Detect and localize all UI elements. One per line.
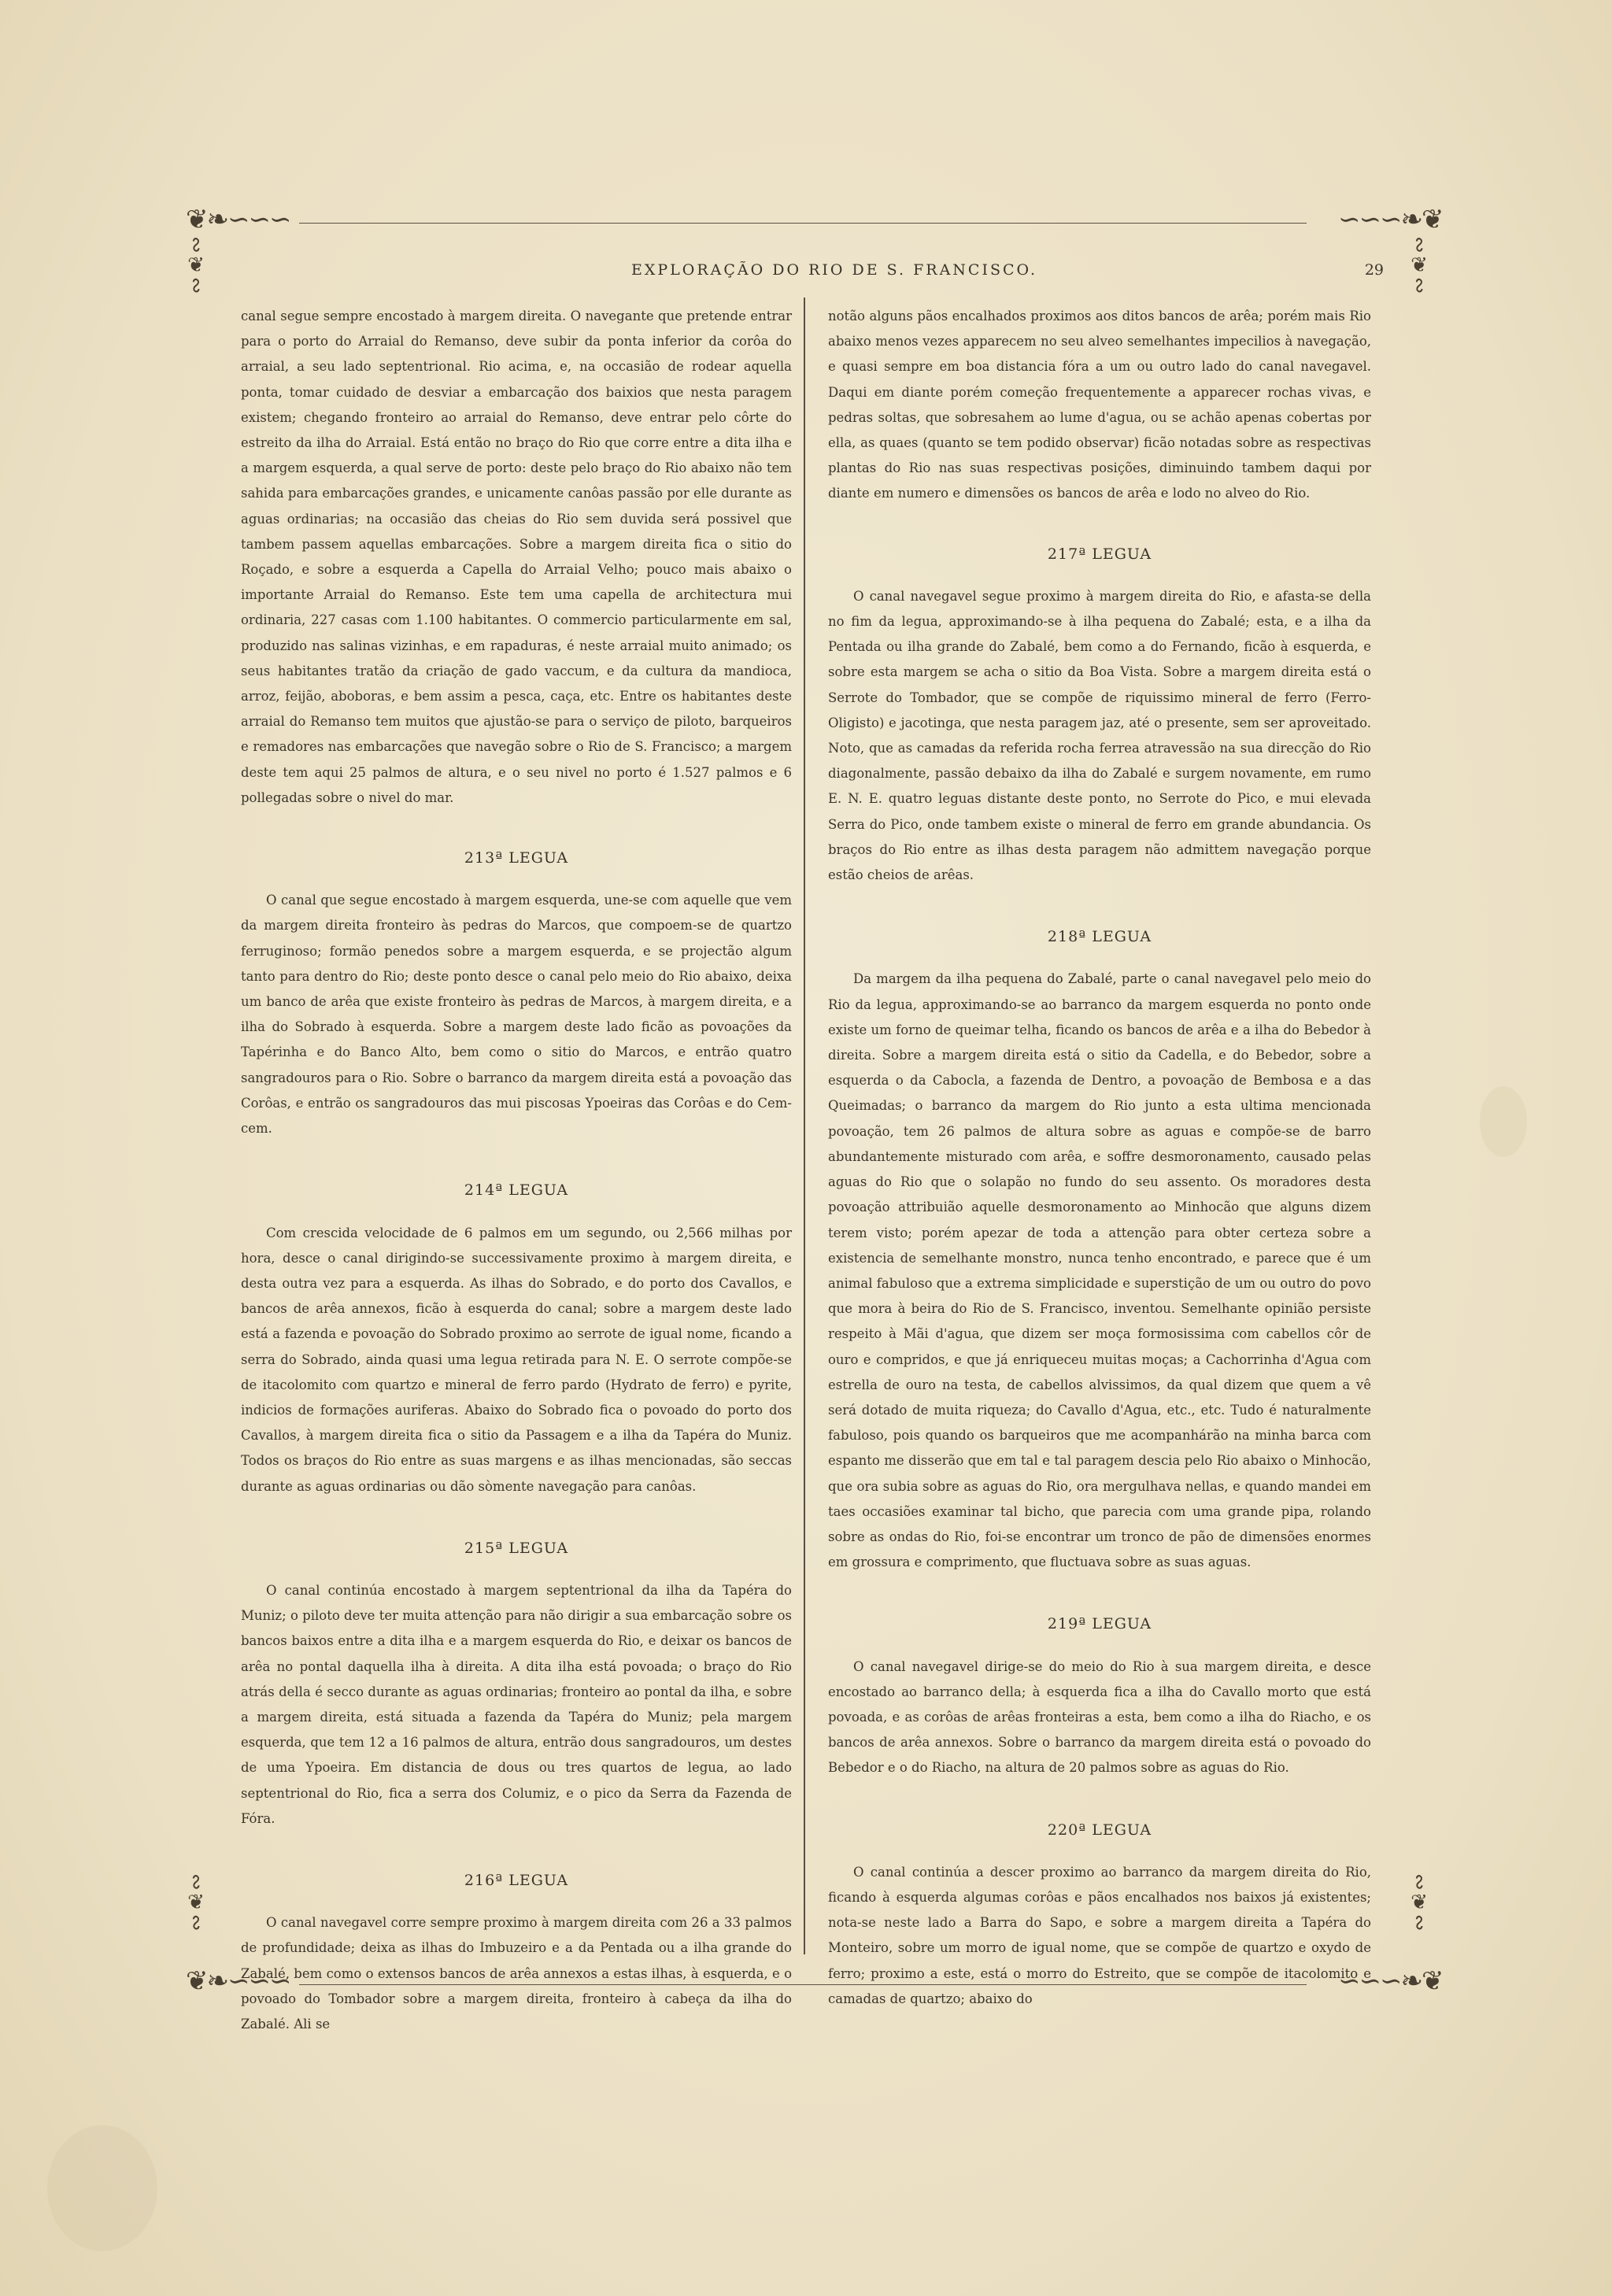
- paragraph: O canal continúa encostado à margem septentrional da ilha da Tapéra do Muniz; o piloto deve ter muita attenção para não dirigir a sua embarcação sobre os bancos baixos entre a dita ilha e a margem esquerda do Rio, e deixar os bancos de arêa no pontal daquella ilha à direita. A dita ilha está povoada; o braço do Rio atrás della é secco durante as aguas ordinarias; fronteiro ao pontal da ilha, e sobre a margem direita, está situada a fazenda da Tapéra do Muniz; pela margem esquerda, que tem 12 a 16 palmos de altura, entrão dous sangradouros, um destes de uma Ypoeira. Em distancia de dous ou tres quartos de legua, ao lado septentrional do Rio, fica a serra dos Columiz, e o pico da Serra da Fazenda de Fóra.: [241, 1582, 792, 1826]
- right-column: [828, 304, 1371, 2012]
- section-heading: 215ª LEGUA: [464, 1539, 569, 1557]
- paragraph: O canal navegavel segue proximo à margem direita do Rio, e afasta-se della no fim da legua, approximando-se à ilha pequena do Zabalé; esta, e a ilha da Pentada ou ilha grande do Zabalé, bem como a do Fernando, ficão à esquerda, e sobre esta margem se acha o sitio da Boa Vista. Sobre a margem direita está o Serrote do Tombador, que se compõe de riquissimo mineral de ferro (Ferro-Oligisto) e jacotinga, que nesta paragem jaz, até o presente, sem ser aproveitado. Noto, que as camadas da referida rocha ferrea atravessão na sua direcção do Rio diagonalmente, passão debaixo da ilha do Zabalé e surgem novamente, em rumo E. N. E. quatro leguas distante deste ponto, no Serrote do Pico, e mui elevada Serra do Pico, onde tambem existe o mineral de ferro em grande abundancia. Os braços do Rio entre as ilhas desta paragem não admittem navegação porque estão cheios de arêas.: [828, 588, 1371, 883]
- paragraph: Com crescida velocidade de 6 palmos em um segundo, ou 2,566 milhas por hora, desce o canal dirigindo-se successivamente proximo à margem direita, e desta outra vez para a esquerda. As ilhas do Sobrado, e do porto dos Cavallos, e bancos de arêa annexos, ficão à esquerda do canal; sobre a margem deste lado está a fazenda e povoação do Sobrado proximo ao serrote de igual nome, ficando a serra do Sobrado, ainda quasi uma legua retirada para N. E. O serrote compõe-se de itacolomito com quartzo e mineral de ferro pardo (Hydrato de ferro) e pyrite, indicios de formações auriferas. Abaixo do Sobrado fica o povoado do porto dos Cavallos, à margem direita fica o sitio da Passagem e a ilha da Tapéra do Muniz. Todos os braços do Rio entre as suas margens e as ilhas mencionadas, são seccas durante as aguas ordinarias ou dão sòmente navegação para canôas.: [241, 1225, 792, 1494]
- paragraph: O canal continúa a descer proximo ao barranco da margem direita do Rio, ficando à esquerda algumas corôas e pãos encalhados nos baixos já existentes; nota-se neste lado a Barra do Sapo, e sobre a margem direita a Tapéra do Monteiro, sobre um morro de igual nome, que se compõe de quartzo e oxydo de ferro; proximo a este, está o morro do Estreito, que se compõe de itacolomito e camadas de quartzo; abaixo do: [828, 1864, 1371, 2006]
- paragraph: Da margem da ilha pequena do Zabalé, parte o canal navegavel pelo meio do Rio da legua, approximando-se ao barranco da margem esquerda no ponto onde existe um forno de queimar telha, ficando os bancos de arêa e a ilha do Bebedor à direita. Sobre a margem direita está o sitio da Cadella, e do Bebedor, sobre a esquerda o da Cabocla, a fazenda de Dentro, a povoação de Bembosa e a das Queimadas; o barranco da margem do Rio junto a esta ultima mencionada povoação, tem 26 palmos de altura sobre as aguas e compõe-se de barro abundantemente misturado com arêa, e soffre desmoronamento, causado pelas aguas do Rio que o solapão no fundo do seu assento. Os moradores desta povoação attribuião aquelle desmoronamento ao Minhocão que alguns dizem terem visto; porém apezar de toda a attenção para obter certeza sobre a existencia de semelhante monstro, nunca tenho encontrado, e parece que é um animal fabuloso que a extrema simplicidade e superstição de um ou outro do povo que mora à beira do Rio de S. Francisco, inventou. Semelhante opinião persiste respeito à Mãi d'agua, que dizem ser moça formosissima com cabellos côr de ouro e compridos, e que já enriqueceu muitas moças; a Cachorrinha d'Agua com estrella de ouro na testa, de cabellos alvissimos, da qual dizem que quem a vê será dotado de muita riqueza; do Cavallo d'Agua, etc., etc. Tudo é naturalmente fabuloso, pois quando os barqueiros que me acompanhárão na minha barca com espanto me disserão que em tal e tal paragem descia pelo Rio abaixo o Minhocão, que ora subia sobre as aguas do Rio, ora mergulhava nellas, e quando mandei em taes occasiões examinar tal bicho, que parecia com uma grande pipa, rolando sobre as ondas do Rio, foi-se encontrar um tronco de pão de dimensões enormes em grossura e comprimento, que fluctuava sobre as suas aguas.: [828, 971, 1371, 1570]
- paper-stain: [47, 2125, 157, 2251]
- section-heading: 219ª LEGUA: [1047, 1615, 1152, 1633]
- page-number: 29: [1364, 261, 1384, 279]
- side-flourish-icon: ∾❦∾: [184, 1873, 208, 1932]
- top-border-rule: [299, 223, 1307, 224]
- section-heading: 217ª LEGUA: [1047, 545, 1152, 563]
- column-divider: [804, 298, 805, 1954]
- corner-flourish-icon: ∽∽∽❧❦: [1338, 1965, 1443, 1997]
- side-flourish-icon: ∾❦∾: [1407, 236, 1431, 294]
- running-title: EXPLORAÇÃO DO RIO DE S. FRANCISCO.: [630, 261, 1038, 279]
- paragraph: O canal que segue encostado à margem esquerda, une-se com aquelle que vem da margem direita fronteiro às pedras do Marcos, que compoem-se de quartzo ferruginoso; formão penedos sobre a margem esquerda, e se projectão algum tanto para dentro do Rio; deste ponto desce o canal pelo meio do Rio abaixo, deixa um banco de arêa que existe fronteiro às pedras de Marcos, à margem direita, e a ilha do Sobrado à esquerda. Sobre a margem deste lado ficão as povoações da Tapérinha e do Banco Alto, bem como o sitio do Marcos, e entrão quatro sangradouros para o Rio. Sobre o barranco da margem direita está a povoação das Corôas, e entrão os sangradouros das mui piscosas Ypoeiras das Corôas e do Cem-cem.: [241, 893, 792, 1137]
- section-heading: 216ª LEGUA: [464, 1871, 569, 1889]
- corner-flourish-icon: ❦❧∽∽∽: [186, 204, 290, 235]
- section-heading: 218ª LEGUA: [1047, 928, 1152, 946]
- paragraph: notão alguns pãos encalhados proximos aos ditos bancos de arêa; porém mais Rio abaixo menos vezes apparecem no seu alveo semelhantes impecilios à navegação, e quasi sempre em boa distancia fóra a um ou outro lado do canal navegavel. Daqui em diante porém começão frequentemente a apparecer rochas vivas, e pedras soltas, que sobresahem ao lume d'agua, ou se achão apenas cobertas por ella, as quaes (quanto se tem podido observar) ficão notadas sobre as respectivas plantas do Rio nas suas respectivas posições, diminuindo tambem daqui por diante em numero e dimensões os bancos de arêa e lodo no alveo do Rio.: [828, 309, 1371, 501]
- paragraph: O canal navegavel dirige-se do meio do Rio à sua margem direita, e desce encostado ao barranco della; à esquerda fica a ilha do Cavallo morto que está povoada, e as corôas de arêas fronteiras a esta, bem como a ilha do Riacho, e os bancos de arêa annexos. Sobre o barranco da margem direita está o povoado do Bebedor e o do Riacho, na altura de 20 palmos sobre as aguas do Rio.: [828, 1658, 1371, 1776]
- side-flourish-icon: ∾❦∾: [184, 236, 208, 294]
- section-heading: 213ª LEGUA: [464, 849, 569, 867]
- section-heading: 220ª LEGUA: [1047, 1821, 1152, 1839]
- paper-stain: [1480, 1086, 1527, 1157]
- section-heading: 214ª LEGUA: [464, 1181, 569, 1200]
- corner-flourish-icon: ∽∽∽❧❦: [1338, 204, 1443, 235]
- corner-flourish-icon: ❦❧∽∽∽: [186, 1965, 290, 1997]
- paragraph: O canal navegavel corre sempre proximo à margem direita com 26 a 33 palmos de profundidade; deixa as ilhas do Imbuzeiro e a da Pentada ou a ilha grande do Zabalé, bem como o extensos bancos de arêa annexos a estas ilhas, à esquerda, e o povoado do Tombador sobre a margem direita, fronteiro à cabeça da ilha do Zabalé. Ali se: [241, 1915, 792, 2032]
- left-column: [241, 304, 792, 2037]
- side-flourish-icon: ∾❦∾: [1407, 1873, 1431, 1932]
- paragraph: canal segue sempre encostado à margem direita. O navegante que pretende entrar para o porto do Arraial do Remanso, deve subir da ponta inferior da corôa do arraial, a seu lado septentrional. Rio acima, e, na occasião de rodear aquella ponta, tomar cuidado de desviar a embarcação dos baixios que nesta paragem existem; chegando fronteiro ao arraial do Remanso, deve entrar pelo côrte do estreito da ilha do Arraial. Está então no braço do Rio que corre entre a dita ilha e a margem esquerda, a qual serve de porto: deste pelo braço do Rio abaixo não tem sahida para embarcações grandes, e unicamente canôas passão por elle durante as aguas ordinarias; na occasião das cheias do Rio sem duvida será possivel que tambem passem aquellas embarcações. Sobre a margem direita fica o sitio do Roçado, e sobre a esquerda a Capella do Arraial Velho; pouco mais abaixo o importante Arraial do Remanso. Este tem uma capella de architectura mui ordinaria, 227 casas com 1.100 habitantes. O commercio particularmente em sal, produzido nas salinas vizinhas, e em rapaduras, é neste arraial muito animado; os seus habitantes tratão da criação de gado vaccum, e da cultura da mandioca, arroz, feijão, aboboras, e bem assim a pesca, caça, etc. Entre os habitantes deste arraial do Remanso tem muitos que ajustão-se para o serviço de piloto, barqueiros e remadores nas embarcações que navegão sobre o Rio de S. Francisco; a margem deste tem aqui 25 palmos de altura, e o seu nivel no porto é 1.527 palmos e 6 pollegadas sobre o nivel do mar.: [241, 309, 792, 805]
